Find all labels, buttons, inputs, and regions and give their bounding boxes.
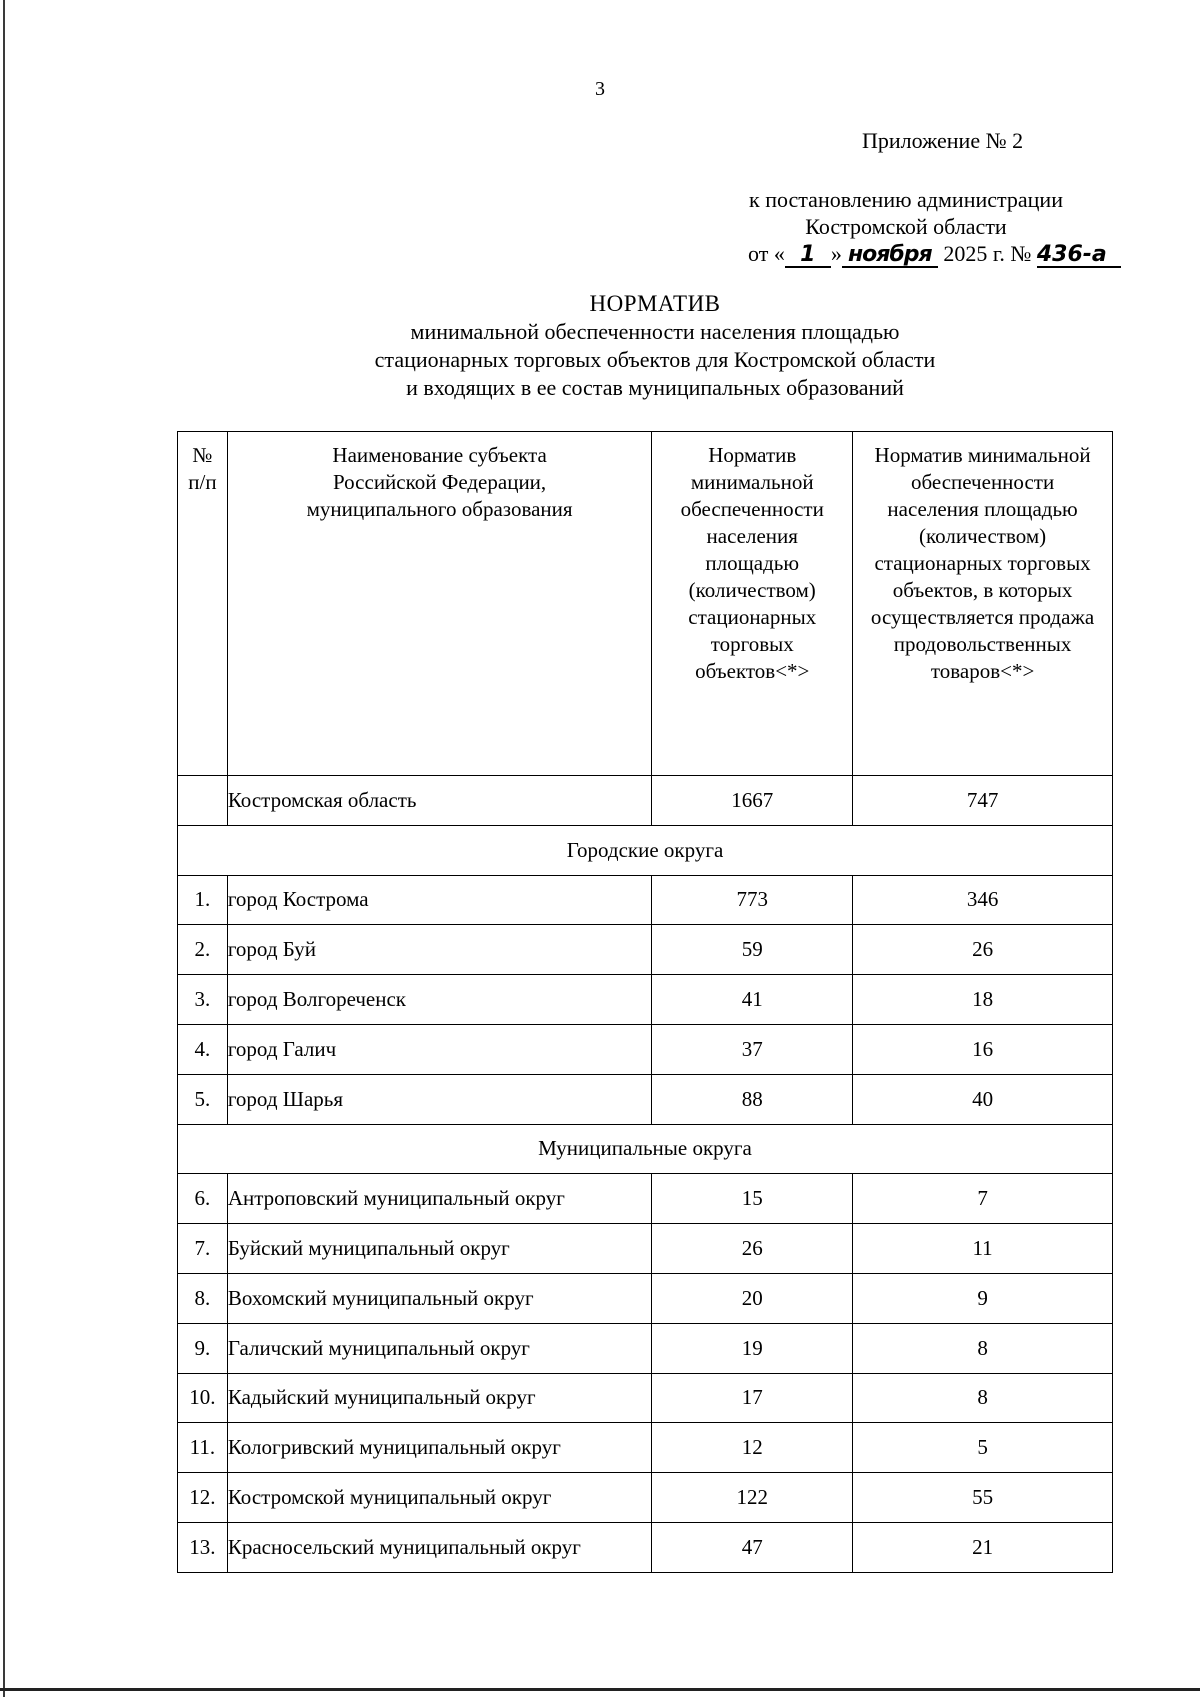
row-norm-all: 122 — [652, 1473, 853, 1523]
row-norm-food: 8 — [853, 1373, 1113, 1423]
row-norm-food: 26 — [853, 925, 1113, 975]
table-row — [178, 1373, 1113, 1423]
row-norm-all: 773 — [652, 875, 853, 925]
row-name: Красносельский муниципальный округ — [227, 1522, 652, 1572]
row-num: 3. — [178, 975, 228, 1025]
handwritten-month: ноября — [842, 244, 938, 268]
row-num: 2. — [178, 925, 228, 975]
appendix-title: Приложение № 2 — [862, 128, 1024, 153]
row-norm-food: 5 — [853, 1423, 1113, 1473]
urban-rows — [178, 875, 1113, 1124]
region-row-name: Костромская область — [227, 776, 652, 826]
row-name: город Волгореченск — [227, 975, 652, 1025]
row-num: 13. — [178, 1522, 228, 1572]
handwritten-number: 436-а — [1037, 244, 1121, 268]
header-norm-all-text: Норматив минимальной обеспеченности населения площадью (количеством) стационарных торговых объектов<*> — [680, 443, 824, 683]
document-title — [0, 290, 1200, 402]
norm-table — [177, 431, 1113, 1573]
row-num: 5. — [178, 1074, 228, 1124]
table-row — [178, 925, 1113, 975]
row-num: 7. — [178, 1224, 228, 1274]
table-row — [178, 1273, 1113, 1323]
row-norm-food: 18 — [853, 975, 1113, 1025]
row-norm-all: 12 — [652, 1423, 853, 1473]
row-num: 6. — [178, 1174, 228, 1224]
title-line-2: стационарных торговых объектов для Костромской области — [374, 347, 936, 372]
row-name: Кологривский муниципальный округ — [227, 1423, 652, 1473]
header-num — [178, 432, 228, 776]
row-name: Кадыйский муниципальный округ — [227, 1373, 652, 1423]
row-num: 10. — [178, 1373, 228, 1423]
row-norm-all: 15 — [652, 1174, 853, 1224]
row-norm-food: 7 — [853, 1174, 1113, 1224]
region-row-all: 1667 — [652, 776, 853, 826]
row-norm-all: 37 — [652, 1024, 853, 1074]
table-row — [178, 1473, 1113, 1523]
table-row — [178, 975, 1113, 1025]
row-norm-food: 9 — [853, 1273, 1113, 1323]
section-municipal-title: Муниципальные округа — [178, 1124, 1113, 1174]
date-mid: » — [830, 241, 842, 266]
scan-edge-left — [3, 0, 5, 1697]
section-municipal-row — [178, 1124, 1113, 1174]
title-line-1: минимальной обеспеченности населения площадью — [410, 319, 900, 344]
date-year: 2025 г. № — [943, 241, 1032, 266]
row-norm-food: 346 — [853, 875, 1113, 925]
table-row — [178, 1423, 1113, 1473]
table-row — [178, 1323, 1113, 1373]
header-norm-food — [853, 432, 1113, 776]
decree-reference — [700, 186, 1160, 268]
date-prefix: от « — [748, 241, 785, 266]
table-row — [178, 1522, 1113, 1572]
row-norm-all: 47 — [652, 1522, 853, 1572]
table-row — [178, 1074, 1113, 1124]
header-norm-all — [652, 432, 853, 776]
header-name — [227, 432, 652, 776]
header-norm-food-text: Норматив минимальной обеспеченности населения площадью (количеством) стационарных торговых объектов, в которых осуществляется продажа продовольственных товаров<*> — [870, 443, 1095, 683]
row-norm-all: 26 — [652, 1224, 853, 1274]
row-num: 11. — [178, 1423, 228, 1473]
region-row — [178, 776, 1113, 826]
municipal-rows — [178, 1174, 1113, 1572]
row-num: 12. — [178, 1473, 228, 1523]
decree-line-to: к постановлению администрации — [749, 187, 1063, 212]
row-name: Костромской муниципальный округ — [227, 1473, 652, 1523]
row-norm-food: 40 — [853, 1074, 1113, 1124]
table-row — [178, 1174, 1113, 1224]
decree-date-line — [748, 240, 1160, 268]
header-num-line2: п/п — [188, 470, 217, 494]
row-name: город Галич — [227, 1024, 652, 1074]
row-num: 1. — [178, 875, 228, 925]
row-norm-food: 8 — [853, 1323, 1113, 1373]
row-norm-all: 59 — [652, 925, 853, 975]
row-norm-food: 11 — [853, 1224, 1113, 1274]
row-norm-food: 55 — [853, 1473, 1113, 1523]
row-norm-food: 16 — [853, 1024, 1113, 1074]
handwritten-day: 1 — [785, 244, 831, 268]
row-name: Вохомский муниципальный округ — [227, 1273, 652, 1323]
row-norm-all: 41 — [652, 975, 853, 1025]
row-num: 8. — [178, 1273, 228, 1323]
table-header-row — [178, 432, 1113, 776]
region-row-food: 747 — [853, 776, 1113, 826]
row-num: 9. — [178, 1323, 228, 1373]
row-norm-all: 88 — [652, 1074, 853, 1124]
region-row-num — [178, 776, 228, 826]
decree-line-region: Костромской области — [805, 214, 1007, 239]
header-num-line1: № — [192, 443, 213, 467]
row-name: город Буй — [227, 925, 652, 975]
row-name: город Кострома — [227, 875, 652, 925]
row-norm-all: 20 — [652, 1273, 853, 1323]
table-row — [178, 1024, 1113, 1074]
row-num: 4. — [178, 1024, 228, 1074]
header-name-text: Наименование субъекта Российской Федерации, муниципального образования — [306, 443, 573, 521]
title-main: НОРМАТИВ — [589, 291, 721, 316]
row-norm-all: 17 — [652, 1373, 853, 1423]
row-name: Буйский муниципальный округ — [227, 1224, 652, 1274]
page-number: 3 — [595, 78, 605, 100]
section-urban-row — [178, 825, 1113, 875]
row-norm-all: 19 — [652, 1323, 853, 1373]
row-norm-food: 21 — [853, 1522, 1113, 1572]
scan-edge-bottom — [0, 1688, 1200, 1691]
table-row — [178, 1224, 1113, 1274]
section-urban-title: Городские округа — [178, 825, 1113, 875]
table-row — [178, 875, 1113, 925]
row-name: город Шарья — [227, 1074, 652, 1124]
title-line-3: и входящих в ее состав муниципальных образований — [406, 375, 904, 400]
row-name: Антроповский муниципальный округ — [227, 1174, 652, 1224]
row-name: Галичский муниципальный округ — [227, 1323, 652, 1373]
